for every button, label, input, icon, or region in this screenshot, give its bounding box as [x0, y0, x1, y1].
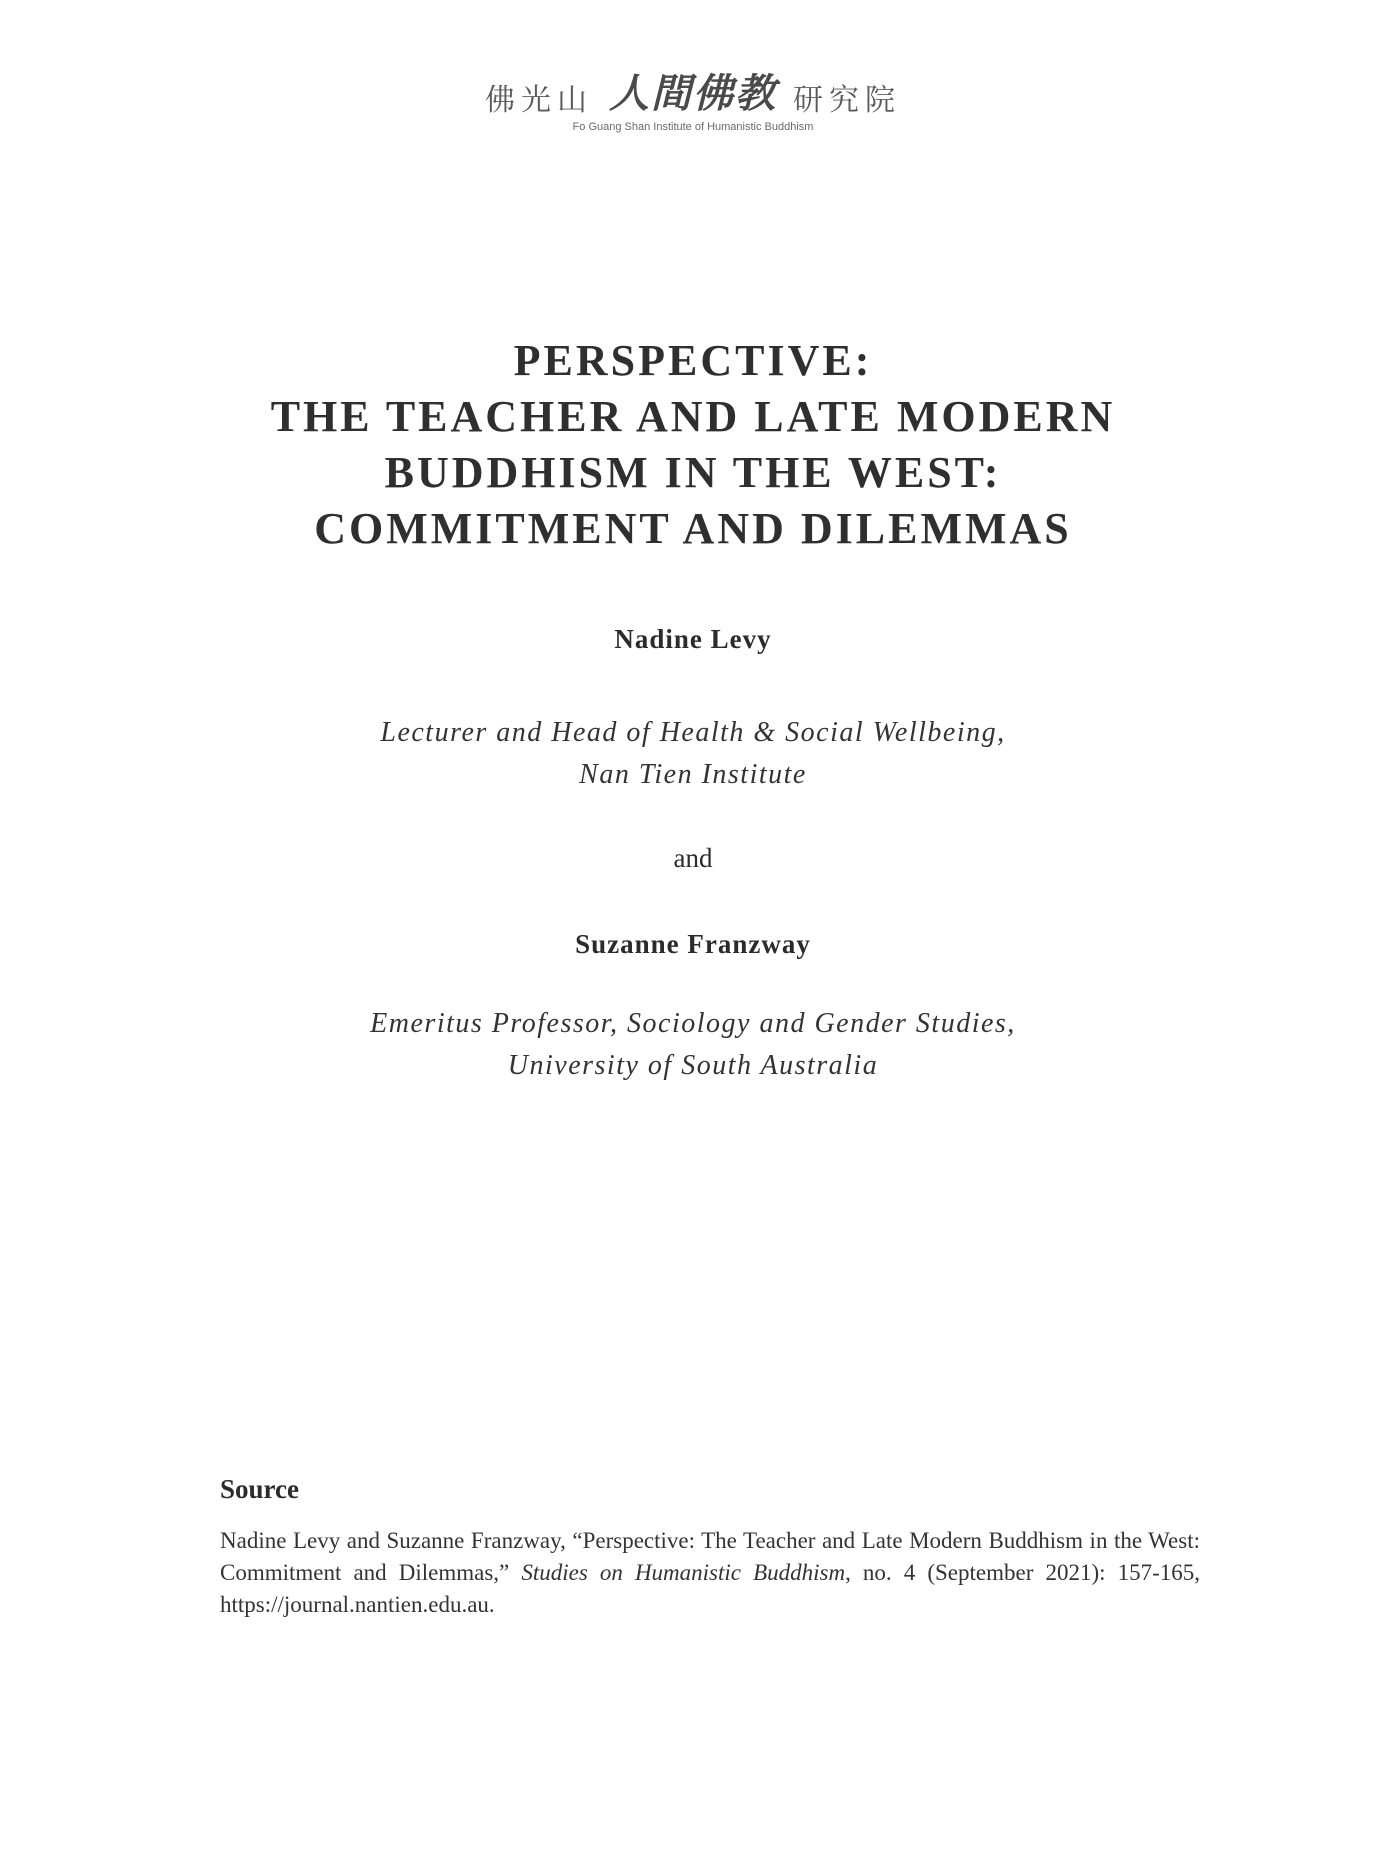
author-1-name: Nadine Levy — [614, 624, 772, 654]
source-citation — [220, 1525, 1200, 1621]
institute-logo — [0, 62, 1386, 133]
title-line-2: THE TEACHER AND LATE MODERN — [270, 392, 1116, 441]
author-2-name: Suzanne Franzway — [575, 929, 811, 959]
title-line-4: COMMITMENT AND DILEMMAS — [314, 504, 1072, 553]
logo-wordmark — [0, 62, 1386, 119]
paper-title — [0, 333, 1386, 557]
author-1-affiliation-line-1: Lecturer and Head of Health & Social Wellbeing, — [380, 717, 1006, 748]
author-1-affiliation-line-2: Nan Tien Institute — [579, 759, 807, 790]
logo-subtitle: Fo Guang Shan Institute of Humanistic Buddhism — [572, 121, 814, 133]
source-section — [220, 1474, 1200, 1621]
logo-left-text: 佛光山 — [485, 83, 593, 118]
title-line-1: PERSPECTIVE: — [513, 336, 873, 385]
citation-journal-title: Studies on Humanistic Buddhism — [521, 1560, 846, 1585]
citation-text-after: , no. 4 (September 2021): 157-165, https://journal.nantien.edu.au. — [220, 1560, 1200, 1617]
author-2-affiliation-line-1: Emeritus Professor, Sociology and Gender Studies, — [370, 1008, 1016, 1039]
title-line-3: BUDDHISM IN THE WEST: — [384, 448, 1002, 497]
citation-text-before: Nadine Levy and Suzanne Franzway, “Perspective: The Teacher and Late Modern Buddhism in the West: Commitment and Dilemmas,” — [220, 1528, 1200, 1585]
author-1-affiliation — [0, 712, 1386, 796]
source-heading: Source — [220, 1474, 299, 1504]
author-conjunction: and — [673, 843, 713, 873]
author-2-affiliation-line-2: University of South Australia — [507, 1050, 879, 1081]
logo-right-text: 研究院 — [793, 83, 901, 118]
author-2-affiliation — [0, 1003, 1386, 1087]
logo-calligraphy-text: 人間佛教 — [609, 70, 777, 117]
